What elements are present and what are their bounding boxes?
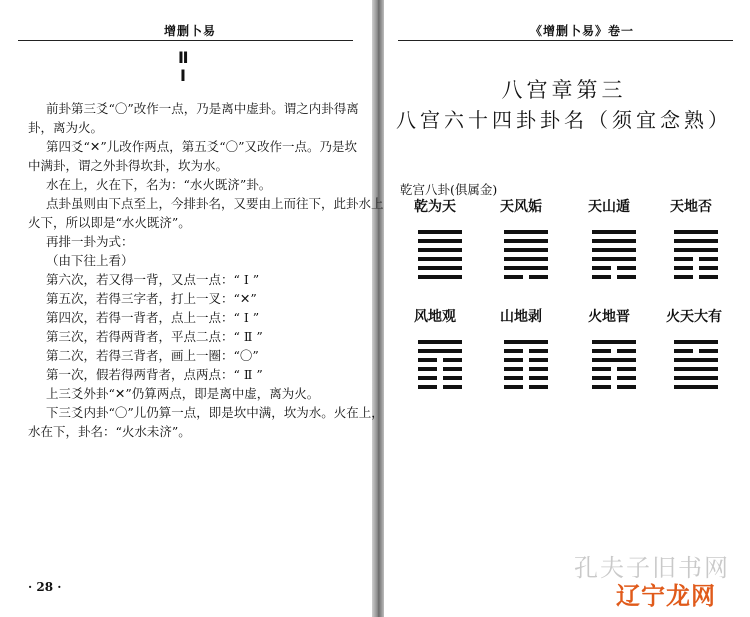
hexagram-shan-di-bo xyxy=(504,340,548,394)
yin-line xyxy=(592,385,636,389)
hexagram-name: 乾为天 xyxy=(414,199,456,215)
yang-line xyxy=(674,358,718,362)
hexagram-feng-di-guan xyxy=(418,340,462,394)
yin-line xyxy=(592,266,636,270)
section-label: 乾宫八卦(俱属金) xyxy=(400,182,498,197)
yang-line xyxy=(504,248,548,252)
left-page xyxy=(4,8,384,610)
yang-line xyxy=(674,230,718,234)
yang-line xyxy=(504,239,548,243)
header-rule xyxy=(398,40,733,41)
text-line: 下三爻内卦“〇”儿仍算一点，即是坎中满，坎为水。火在上， xyxy=(46,405,384,420)
yang-line xyxy=(504,230,548,234)
yang-line xyxy=(592,257,636,261)
watermark-logo-text: 辽宁龙网 xyxy=(616,582,716,610)
text-line: 火下，所以即是“水火既济”。 xyxy=(28,215,191,230)
yang-line xyxy=(592,248,636,252)
yang-line xyxy=(418,266,462,270)
yang-line xyxy=(418,248,462,252)
text-line: 第一次，假若得两背者，点两点：“ Ⅱ ” xyxy=(46,367,263,382)
yin-line xyxy=(592,367,636,371)
text-line: 点卦虽则由下点至上，今排卦名，又要由上而往下，此卦水上 xyxy=(46,196,384,211)
hexagram-huo-di-jin xyxy=(592,340,636,394)
text-line: 第三次，若得两背者，平点二点：“ Ⅱ ” xyxy=(46,329,263,344)
left-page-header: 增删卜易 xyxy=(164,24,217,38)
yin-line xyxy=(504,349,548,353)
hexagram-name: 风地观 xyxy=(414,309,456,325)
yang-line xyxy=(592,230,636,234)
yang-line xyxy=(592,239,636,243)
hexagram-name: 天地否 xyxy=(670,199,712,215)
yang-line xyxy=(592,340,636,344)
book-gutter xyxy=(372,0,384,617)
watermark-text: 孔夫子旧书网 xyxy=(574,554,730,582)
hexagram-huo-tian-da-you xyxy=(674,340,718,394)
yang-line xyxy=(674,248,718,252)
yin-line xyxy=(674,349,718,353)
yang-line xyxy=(674,376,718,380)
symbol-one-dot: Ⅰ xyxy=(180,66,186,85)
hexagram-qian-wei-tian xyxy=(418,230,462,284)
symbol-two-dots: Ⅱ xyxy=(178,48,189,67)
text-line: 第五次，若得三字者，打上一叉：“✕” xyxy=(46,291,257,306)
text-line: 卦，离为火。 xyxy=(28,120,104,135)
header-rule xyxy=(18,40,353,41)
text-line: 水在下，卦名：“火水未济”。 xyxy=(28,424,191,439)
yang-line xyxy=(592,358,636,362)
text-line: 第四爻“✕”儿改作两点，第五爻“〇”又改作一点。乃是坎 xyxy=(46,139,358,154)
yin-line xyxy=(418,358,462,362)
yang-line xyxy=(504,266,548,270)
yang-line xyxy=(418,257,462,261)
yang-line xyxy=(674,385,718,389)
text-line: 上三爻外卦“✕”仍算两点，即是离中虚，离为火。 xyxy=(46,386,320,401)
hexagram-name: 山地剥 xyxy=(500,309,542,325)
yin-line xyxy=(592,275,636,279)
yang-line xyxy=(418,275,462,279)
yang-line xyxy=(418,349,462,353)
yang-line xyxy=(418,239,462,243)
yin-line xyxy=(674,275,718,279)
yin-line xyxy=(504,275,548,279)
hexagram-name: 天风姤 xyxy=(500,199,542,215)
yin-line xyxy=(504,367,548,371)
text-line: 前卦第三爻“〇”改作一点，乃是离中虚卦。谓之内卦得离 xyxy=(46,101,359,116)
chapter-subtitle: 八宫六十四卦卦名（须宜念熟） xyxy=(396,108,732,132)
yin-line xyxy=(674,257,718,261)
yang-line xyxy=(674,239,718,243)
text-line: 第六次，若又得一背，又点一点：“ Ⅰ ” xyxy=(46,272,260,287)
yin-line xyxy=(592,376,636,380)
hexagram-tian-feng-gou xyxy=(504,230,548,284)
hexagram-name: 天山遁 xyxy=(588,199,630,215)
page-number: · 28 · xyxy=(28,580,62,594)
yin-line xyxy=(504,376,548,380)
yang-line xyxy=(418,230,462,234)
text-line: （由下往上看） xyxy=(46,253,134,268)
right-page xyxy=(384,8,744,610)
text-line: 第二次，若得三背者，画上一圈：“〇” xyxy=(46,348,259,363)
yin-line xyxy=(674,266,718,270)
right-page-header: 《增删卜易》卷一 xyxy=(530,24,635,38)
yang-line xyxy=(504,257,548,261)
hexagram-name: 火地晋 xyxy=(588,309,630,325)
yin-line xyxy=(504,358,548,362)
yang-line xyxy=(674,367,718,371)
yin-line xyxy=(504,385,548,389)
hexagram-tian-shan-dun xyxy=(592,230,636,284)
yang-line xyxy=(504,340,548,344)
text-line: 第四次，若得一背者，点上一点：“ Ⅰ ” xyxy=(46,310,260,325)
yang-line xyxy=(418,340,462,344)
text-line: 中满卦，谓之外卦得坎卦，坎为水。 xyxy=(28,158,229,173)
hexagram-name: 火天大有 xyxy=(666,309,722,325)
text-line: 水在上，火在下，名为：“水火既济”卦。 xyxy=(46,177,272,192)
chapter-title: 八宫章第三 xyxy=(501,78,627,102)
yang-line xyxy=(674,340,718,344)
yin-line xyxy=(418,376,462,380)
yin-line xyxy=(592,349,636,353)
yin-line xyxy=(418,385,462,389)
yin-line xyxy=(418,367,462,371)
hexagram-tian-di-pi xyxy=(674,230,718,284)
text-line: 再排一卦为式： xyxy=(46,234,134,249)
